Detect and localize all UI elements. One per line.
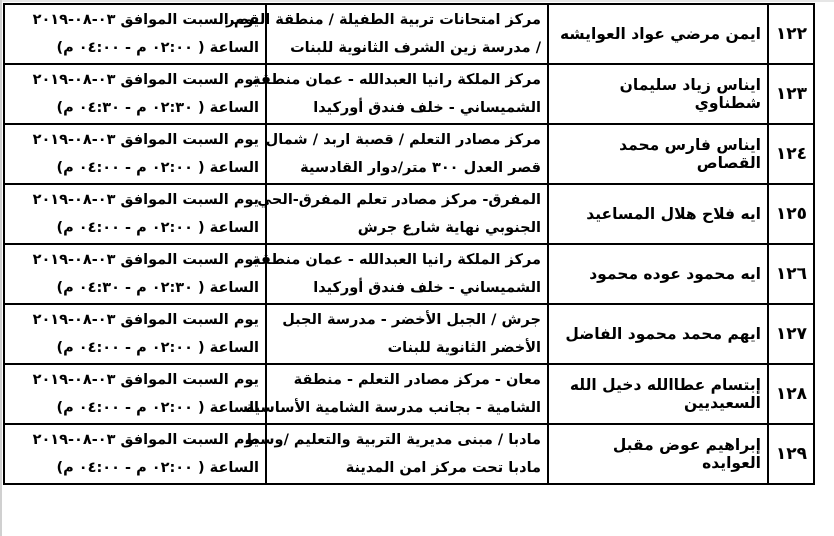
- table-row: [4, 64, 814, 124]
- location-line: الشامية - بجانب مدرسة الشامية الأساسية: [245, 400, 541, 416]
- schedule-time: الساعة ( ٠٢:٠٠ م - ٠٤:٠٠ م): [56, 460, 259, 476]
- exam-schedule: [4, 124, 266, 184]
- location-line: المفرق- مركز مصادر تعلم المفرق-الحي: [257, 192, 541, 208]
- exam-location: [245, 364, 548, 424]
- location-line: قصر العدل ٣٠٠ متر/دوار القادسية: [300, 160, 541, 176]
- schedule-time: الساعة ( ٠٢:٠٠ م - ٠٤:٠٠ م): [56, 400, 259, 416]
- location-line: معان - مركز مصادر التعلم - منطقة: [293, 372, 541, 388]
- exam-location: [266, 304, 548, 364]
- location-line: الشميساني - خلف فندق أوركيدا: [313, 100, 541, 116]
- schedule-date: يوم السبت الموافق ٠٣-٠٨-٢٠١٩: [32, 372, 259, 388]
- applicant-name: ايناس زياد سليمان شطناوي: [548, 64, 768, 124]
- schedule-time: الساعة ( ٠٢:٠٠ م - ٠٤:٠٠ م): [56, 220, 259, 236]
- table-row: [4, 364, 814, 424]
- table-row: [4, 424, 814, 484]
- applicant-name: إبراهيم عوض مقبل العوايده: [548, 424, 768, 484]
- exam-location: [252, 64, 548, 124]
- exam-schedule: [4, 244, 266, 304]
- table-row: [4, 184, 814, 244]
- location-line: / مدرسة زين الشرف الثانوية للبنات: [290, 40, 541, 56]
- applicant-name: ايناس فارس محمد القصاص: [548, 124, 768, 184]
- exam-location: [266, 124, 548, 184]
- location-line: الأخضر الثانوية للبنات: [387, 340, 541, 356]
- schedule-date: يوم السبت الموافق ٠٣-٠٨-٢٠١٩: [32, 432, 259, 448]
- row-number: ١٢٦: [768, 244, 814, 304]
- schedule-date: يوم السبت الموافق ٠٣-٠٨-٢٠١٩: [32, 312, 259, 328]
- location-line: الشميساني - خلف فندق أوركيدا: [313, 280, 541, 296]
- location-line: جرش / الجبل الأخضر - مدرسة الجبل: [282, 312, 541, 328]
- location-line: مركز مصادر التعلم / قصبة اربد / شمال: [265, 132, 541, 148]
- exam-schedule-table: [3, 3, 815, 485]
- location-line: مركز امتحانات تربية الطفيلة / منطقة القصر: [226, 12, 541, 28]
- location-line: مادبا / مبنى مديرية التربية والتعليم /وسط: [244, 432, 541, 448]
- exam-schedule: [4, 64, 266, 124]
- table-row: [4, 304, 814, 364]
- table-row: [4, 244, 814, 304]
- page-top-edge: [0, 0, 834, 2]
- table-row: [4, 4, 814, 64]
- row-number: ١٢٩: [768, 424, 814, 484]
- applicant-name: ايه فلاح هلال المساعيد: [548, 184, 768, 244]
- row-number: ١٢٢: [768, 4, 814, 64]
- applicant-name: ايهم محمد محمود الفاضل: [548, 304, 768, 364]
- schedule-date: يوم السبت الموافق ٠٣-٠٨-٢٠١٩: [32, 12, 259, 28]
- table-row: [4, 124, 814, 184]
- exam-schedule: [4, 4, 266, 64]
- applicant-name: ايمن مرضي عواد العوايشه: [548, 4, 768, 64]
- exam-schedule: [4, 184, 266, 244]
- applicant-name: ايه محمود عوده محمود: [548, 244, 768, 304]
- location-line: الجنوبي نهاية شارع جرش: [357, 220, 541, 236]
- exam-location: [257, 184, 548, 244]
- schedule-time: الساعة ( ٠٢:٣٠ م - ٠٤:٣٠ م): [56, 280, 259, 296]
- schedule-date: يوم السبت الموافق ٠٣-٠٨-٢٠١٩: [32, 192, 259, 208]
- location-line: مادبا تحت مركز امن المدينة: [345, 460, 541, 476]
- row-number: ١٢٥: [768, 184, 814, 244]
- schedule-time: الساعة ( ٠٢:٠٠ م - ٠٤:٠٠ م): [56, 40, 259, 56]
- exam-schedule: [4, 424, 266, 484]
- table-body: [4, 4, 814, 484]
- row-number: ١٢٤: [768, 124, 814, 184]
- exam-location: [244, 424, 548, 484]
- exam-schedule: [4, 364, 266, 424]
- schedule-time: الساعة ( ٠٢:٠٠ م - ٠٤:٠٠ م): [56, 340, 259, 356]
- row-number: ١٢٧: [768, 304, 814, 364]
- row-number: ١٢٨: [768, 364, 814, 424]
- exam-schedule: [4, 304, 266, 364]
- schedule-date: يوم السبت الموافق ٠٣-٠٨-٢٠١٩: [32, 132, 259, 148]
- schedule-time: الساعة ( ٠٢:٣٠ م - ٠٤:٣٠ م): [56, 100, 259, 116]
- exam-location: [252, 244, 548, 304]
- page-left-edge: [0, 0, 2, 536]
- applicant-name: إبتسام عطاالله دخيل الله السعيديين: [548, 364, 768, 424]
- schedule-time: الساعة ( ٠٢:٠٠ م - ٠٤:٠٠ م): [56, 160, 259, 176]
- schedule-date: يوم السبت الموافق ٠٣-٠٨-٢٠١٩: [32, 72, 259, 88]
- schedule-date: يوم السبت الموافق ٠٣-٠٨-٢٠١٩: [32, 252, 259, 268]
- exam-location: [226, 4, 548, 64]
- location-line: مركز الملكة رانيا العبدالله - عمان منطقة: [252, 72, 541, 88]
- row-number: ١٢٣: [768, 64, 814, 124]
- location-line: مركز الملكة رانيا العبدالله - عمان منطقة: [252, 252, 541, 268]
